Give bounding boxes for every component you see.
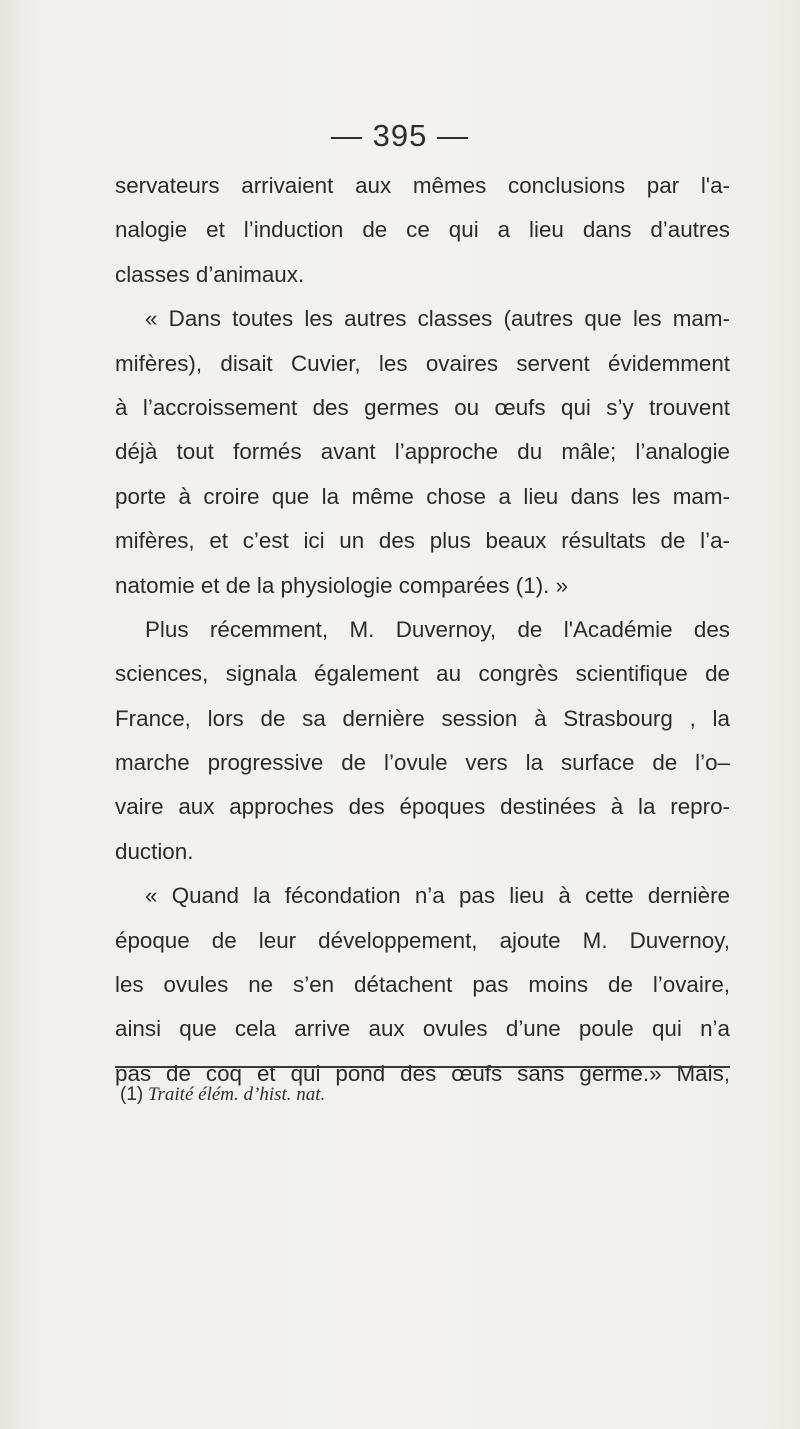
text-line: pas de coq et qui pond des œufs sans germe.» Mais, — [115, 1060, 730, 1086]
text-line: servateurs arrivaient aux mêmes conclusions par l'a- — [115, 173, 730, 198]
body-text — [115, 164, 730, 1096]
text-line: époque de leur développement, ajoute M. Duvernoy, — [115, 927, 730, 953]
text-line: vaire aux approches des époques destinées à la repro- — [115, 794, 730, 820]
text-line: les ovules ne s’en détachent pas moins de l’ovaire, — [115, 972, 730, 998]
text-line: nalogie et l’induction de ce qui a lieu dans d’autres — [115, 217, 730, 243]
text-line: duction. — [115, 838, 194, 864]
text-line: natomie et de la physiologie comparées (1). » — [115, 572, 569, 598]
text-line: sciences, signala également au congrès scientifique de — [115, 661, 730, 687]
footnote-text: Traité élém. d’hist. nat. — [147, 1084, 326, 1105]
text-line: ainsi que cela arrive aux ovules d’une poule qui n’a — [115, 1016, 730, 1042]
text-line: porte à croire que la même chose a lieu dans les mam- — [115, 483, 730, 509]
text-line: France, lors de sa dernière session à Strasbourg , la — [115, 705, 730, 731]
text-line: à l’accroissement des germes ou œufs qui s’y trouvent — [115, 394, 730, 420]
text-line: Plus récemment, M. Duvernoy, de l'Académie des — [145, 616, 730, 642]
footnote-marker: (1) — [120, 1084, 144, 1105]
text-line: classes d’animaux. — [115, 261, 305, 287]
text-line: « Quand la fécondation n’a pas lieu à cette dernière — [145, 883, 730, 909]
page-number: — 395 — — [331, 118, 469, 153]
text-line: marche progressive de l’ovule vers la surface de l’o– — [115, 750, 730, 776]
footnote — [120, 1084, 325, 1106]
text-line: « Dans toutes les autres classes (autres que les mam- — [145, 306, 730, 332]
text-line: déjà tout formés avant l’approche du mâle; l’analogie — [115, 439, 730, 465]
text-line: mifères), disait Cuvier, les ovaires servent évidemment — [115, 350, 730, 376]
text-line: mifères, et c’est ici un des plus beaux résultats de l’a- — [115, 528, 730, 554]
footnote-divider — [115, 1066, 730, 1068]
